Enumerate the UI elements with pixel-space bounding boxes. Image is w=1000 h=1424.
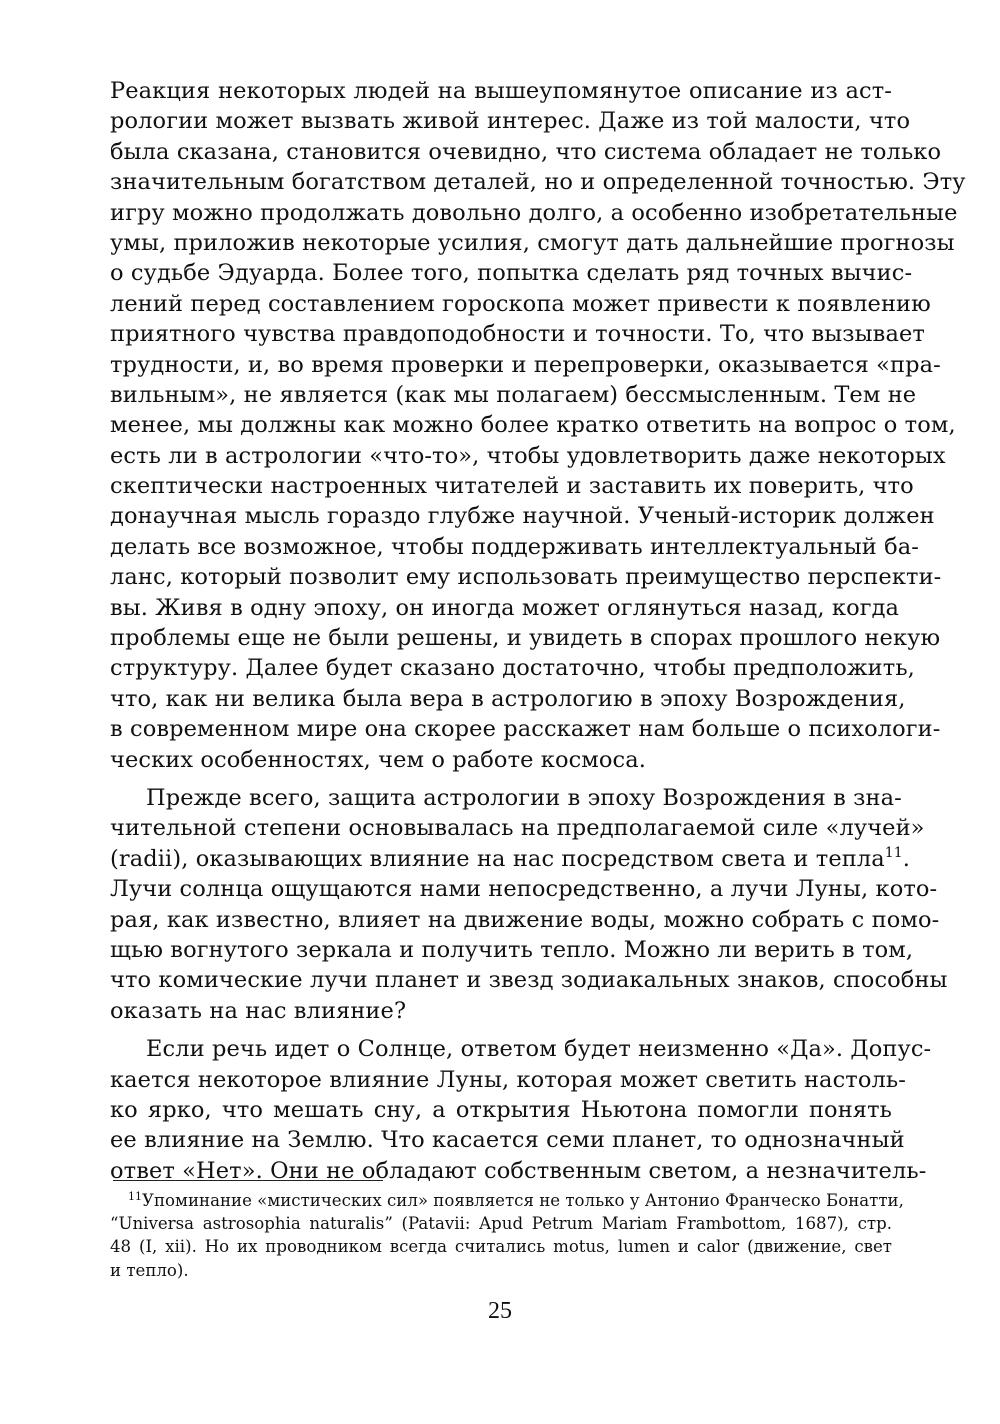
footnote [110,1189,904,1282]
text-line-content: (radii), оказывающих влияние на нас посредством света и тепла [110,845,885,872]
text-line: структуру. Далее будет сказано достаточно, чтобы предположить, [110,655,915,682]
text-line: донаучная мысль гораздо глубже научной. Ученый-историк должен [110,503,935,530]
text-line: Лучи солнца ощущаются нами непосредственно, а лучи Луны, кото- [110,876,938,903]
text-line: игру можно продолжать довольно долго, а особенно изобретательные [110,199,958,226]
footnote-line [110,1189,904,1212]
text-line: делать все возможное, чтобы поддерживать интеллектуальный ба- [110,533,920,560]
text-line: о судьбе Эдуарда. Более того, попытка сделать ряд точных вычис- [110,260,913,287]
text-line: проблемы еще не были решены, и увидеть в спорах прошлого некую [110,625,941,652]
footnote-number: 11 [128,1190,142,1203]
text-line: вильным», не является (как мы полагаем) бессмысленным. Тем не [110,381,917,408]
text-line: оказать на нас влияние? [110,997,407,1024]
text-line: рая, как известно, влияет на движение воды, можно собрать с помо- [110,906,940,933]
text-line: Если речь идет о Солнце, ответом будет неизменно «Да». Допус- [146,1036,932,1063]
text-line: скептически настроенных читателей и заставить их поверить, что [110,473,914,500]
text-line: в современном мире она скорее расскажет нам больше о психологи- [110,716,941,743]
text-line: лений перед составлением гороскопа может привести к появлению [110,290,931,317]
footnote-separator [113,1180,383,1181]
text-line: приятного чувства правдоподобности и точности. То, что вызывает [110,321,925,348]
text-line: умы, приложив некоторые усилия, смогут дать дальнейшие прогнозы [110,229,955,256]
footnote-reference[interactable]: 11 [884,844,903,861]
paragraph-2 [110,783,948,1026]
text-line: щью вогнутого зеркала и получить тепло. Можно ли верить в том, [110,936,914,963]
footnote-line: и тепло). [110,1260,189,1280]
paragraph-1 [110,76,966,775]
text-line: ческих особенностях, чем о работе космоса. [110,746,647,773]
text-line: менее, мы должны как можно более кратко ответить на вопрос о том, [110,412,956,439]
page-number: 25 [488,1298,512,1324]
footnote-reference-punctuation: . [902,845,911,872]
text-line: ее влияние на Землю. Что касается семи планет, то однозначный [110,1127,905,1154]
text-line: что комические лучи планет и звезд зодиакальных знаков, способны [110,967,948,994]
text-line: есть ли в астрологии «что-то», чтобы удовлетворить даже некоторых [110,442,946,469]
text-line: ко ярко, что мешать сну, а открытия Ньютона помогли понять [110,1096,892,1123]
footnote-line: 48 (I, xii). Но их проводником всегда считались motus, lumen и calor (движение, свет [110,1237,892,1257]
text-line: значительным богатством деталей, но и определенной точностью. Эту [110,169,966,196]
footnote-line-content: Упоминание «мистических сил» появляется не только у Антонио Франческо Бонатти, [142,1191,904,1210]
text-line: Прежде всего, защита астрологии в эпоху Возрождения в зна- [146,784,902,811]
text-line: вы. Живя в одну эпоху, он иногда может оглянуться назад, когда [110,594,900,621]
text-line: чительной степени основывалась на предполагаемой силе «лучей» [110,815,925,842]
paragraph-3 [110,1034,932,1186]
footnote-line: “Universa astrosophia naturalis” (Patavii: Apud Petrum Mariam Frambottom, 1687), стр. [110,1214,892,1234]
text-line: что, как ни велика была вера в астрологию в эпоху Возрождения, [110,685,906,712]
text-line: кается некоторое влияние Луны, которая может светить настоль- [110,1066,906,1093]
text-line: ответ «Нет». Они не обладают собственным светом, а незначитель- [110,1157,927,1184]
text-line: была сказана, становится очевидно, что система обладает не только [110,138,942,165]
text-line: трудности, и, во время проверки и перепроверки, оказывается «пра- [110,351,941,378]
text-line-with-footnote-ref [110,844,911,874]
text-line: рологии может вызвать живой интерес. Даже из той малости, что [110,108,911,135]
text-line: Реакция некоторых людей на вышеупомянутое описание из аст- [110,78,892,104]
text-line: ланс, который позволит ему использовать преимущество перспекти- [110,564,942,591]
main-text [110,76,966,1194]
